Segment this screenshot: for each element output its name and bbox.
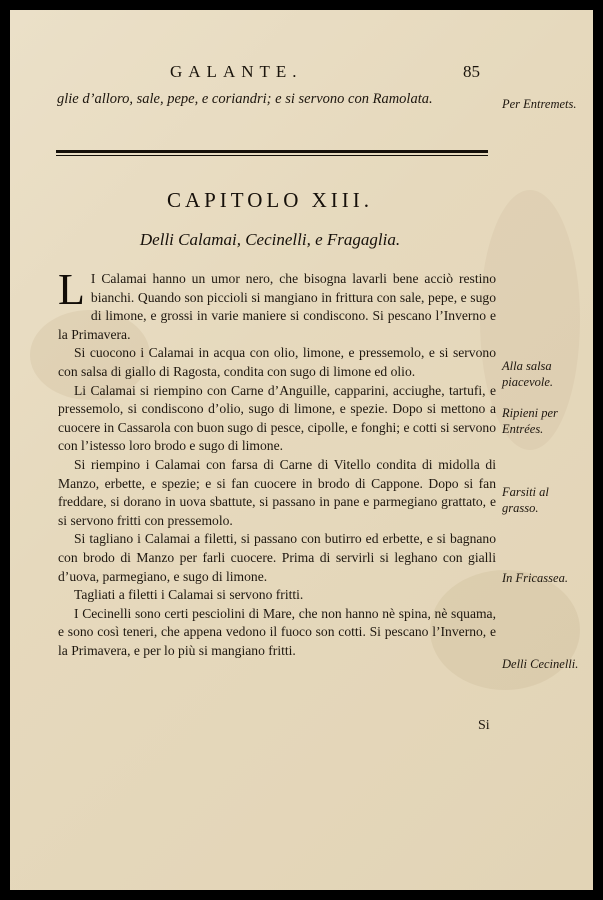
paragraph: Si riempino i Calamai con farsa di Carne di Vitello condita di midolla di Manzo, erbette, e spezie; e si fan cuocere in brodo di Cappone. Dopo si fan freddare, si dorano in uova sbattute, si passano in pane e parmegiano grattato, e si servono fritti con pressemolo. <box>58 456 496 528</box>
catchword: Si <box>478 718 490 733</box>
margin-note: Alla salsa piacevole. <box>502 359 554 389</box>
chapter-subtitle: Delli Calamai, Cecinelli, e Fragaglia. <box>139 230 401 249</box>
section-rule-thin <box>56 155 488 156</box>
margin-note: In Fricassea. <box>502 571 568 585</box>
body-text <box>58 265 496 660</box>
section-rule-thick <box>56 150 488 153</box>
paragraph: Si cuocono i Calamai in acqua con olio, limone, e pressemolo, e si servono con salsa di giallo di Ragosta, condita con sugo di limone ed olio. <box>58 345 496 379</box>
margin-note: Delli Cecinelli. <box>502 657 579 671</box>
paragraph: Si tagliano i Calamai a filetti, si passano con butirro ed erbette, e si bagnano con brodo di Manzo per farli cuocere. Prima di servirli si leghano con gialli d’uova, parmegiano, e sugo di limone. <box>58 531 496 584</box>
running-header <box>170 62 480 82</box>
margin-note: Farsiti al grasso. <box>502 485 549 515</box>
running-title: GALANTE. <box>170 62 303 81</box>
continuation-text: glie d’alloro, sale, pepe, e coriandri; e si servono con Ramolata. <box>57 91 433 107</box>
margin-note: Per Entremets. <box>502 97 577 111</box>
paragraph: Li Calamai si riempino con Carne d’Anguille, capparini, acciughe, tartufi, e pressemolo, si condiscono d’olio, sugo di limone, e spezie. Dopo si mettono a cuocere in Cassarola con buon sugo di pesce, cipolle, e fonghi; e cotti si servono con l’istesso loro brodo e sugo di limone. <box>58 382 496 454</box>
paragraph: L I Calamai hanno un umor nero, che bisogna lavarli bene acciò restino bianchi. Quando son piccioli si mangiano in frittura con sale, pepe, e sugo di limone, e grossi in varie maniere si condiscono. Si pescano l’Inverno e la Primavera. <box>58 265 496 342</box>
drop-cap: L <box>58 265 85 314</box>
paragraph: I Cecinelli sono certi pesciolini di Mare, che non hanno nè spina, nè squama, e sono così teneri, che appena vedono il fuoco son cotti. Si pescano l’Inverno, e la Primavera, e per lo più si mangiano fritti. <box>58 605 496 658</box>
page-number: 85 <box>463 62 480 81</box>
paragraph: Tagliati a filetti i Calamai si servono fritti. <box>74 587 304 603</box>
margin-note: Ripieni per Entrées. <box>502 406 558 436</box>
chapter-title: CAPITOLO XIII. <box>166 188 374 212</box>
